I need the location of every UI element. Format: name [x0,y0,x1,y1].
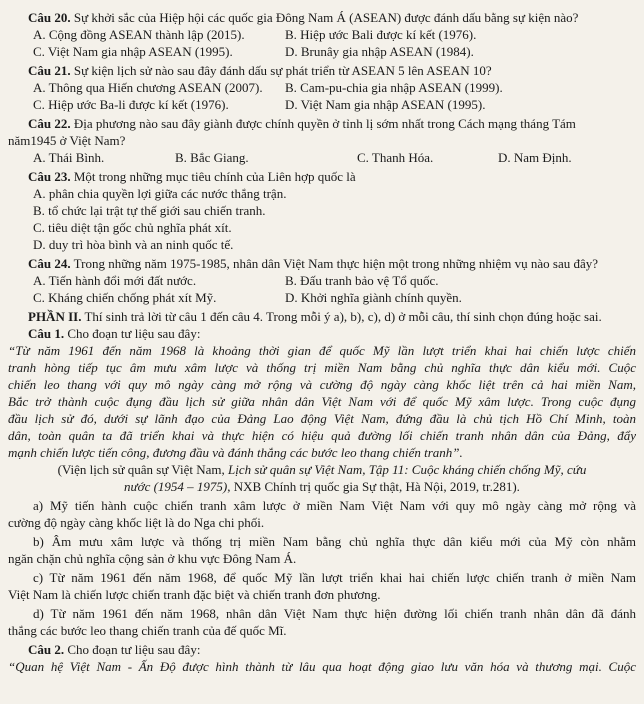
option-b: B. Đấu tranh bảo vệ Tổ quốc. [285,273,439,288]
quote-line: chiến leo thang với quy mô ngày càng mở rộng và cường độ ngày càng khốc liệt trên cả hai miền Nam, [8,377,636,392]
option-c: C. Kháng chiến chống phát xít Mỹ. [33,290,217,305]
statement-d: d) Từ năm 1961 đến năm 1968, nhân dân Việt Nam thực hiện đường lối chiến tranh nhân dân đã đánh thắng các bước leo thang chiến tranh của đế quốc Mĩ. [8,606,636,638]
question-number: Câu 21. [28,63,71,78]
option-b: B. Hiệp ước Bali được kí kết (1976). [285,27,477,42]
option-a: A. Thái Bình. [33,150,105,165]
source-quote [8,342,636,461]
question-20 [8,9,636,60]
option-b: B. Bắc Giang. [175,150,249,165]
question-intro: Cho đoạn tư liệu sau đây: [67,642,201,657]
question-22 [8,115,636,166]
option-d: D. Việt Nam gia nhập ASEAN (1995). [285,97,486,112]
option-a: A. Tiến hành đổi mới đất nước. [33,273,197,288]
source-citation: (Viện lịch sử quân sự Việt Nam, Lịch sử quân sự Việt Nam, Tập 11: Cuộc kháng chiến chống Mỹ, cứu [57,462,587,477]
quote-line: mạnh chiến lược tiến công, đương đầu và đánh thắng các bước leo thang chiến tranh”. [8,445,463,460]
question-number: Câu 24. [28,256,71,271]
quote-line: “Từ năm 1961 đến năm 1968 là khoảng thời gian để quốc Mỹ lần lượt triển khai hai chiến lược chiến [8,343,636,358]
option-c: C. Hiệp ước Ba-li được kí kết (1976). [33,97,229,112]
option-d: D. duy trì hòa bình và an ninh quốc tế. [33,237,234,252]
question-21 [8,62,636,113]
option-d: D. Nam Định. [498,150,572,165]
question-23 [8,168,636,253]
source-citation-cont: nước (1954 – 1975), NXB Chính trị quốc gia Sự thật, Hà Nội, 2019, tr.281). [124,479,520,494]
statement-c: c) Từ năm 1961 đến năm 1968, để quốc Mỹ lần lượt triển khai hai chiến lược chiến tranh ở miền Nam Việt Nam là chiến lược chiến tranh đặc biệt và chiến tranh đơn phương. [8,570,636,602]
quote-line: “Quan hệ Việt Nam - Ấn Độ được hình thành từ lâu qua hoạt động giao lưu văn hóa và thương mại. Cuộc [8,659,636,674]
option-d: D. Khởi nghĩa giành chính quyền. [285,290,462,305]
question-text: Sự kiện lịch sử nào sau đây đánh dấu sự phát triển từ ASEAN 5 lên ASEAN 10? [73,63,492,78]
question-text-cont: năm1945 ở Việt Nam? [8,133,126,148]
part-2 [8,308,636,675]
quote-line: đầu lịch sử đó, dưới sự lãnh đạo của Đảng Lao động Việt Nam, đứng đầu là chủ tịch Hồ Chí Minh, toàn [8,411,636,426]
question-24 [8,255,636,306]
option-a: A. phân chia quyền lợi giữa các nước thắng trận. [33,186,287,201]
question-text: Địa phương nào sau đây giành được chính quyền ở tỉnh lị sớm nhất trong Cách mạng tháng Tám [73,116,576,131]
question-text: Trong những năm 1975-1985, nhân dân Việt Nam thực hiện một trong những nhiệm vụ nào sau đây? [73,256,599,271]
question-number: Câu 22. [28,116,71,131]
option-b: B. Cam-pu-chia gia nhập ASEAN (1999). [285,80,503,95]
question-text: Sự khởi sắc của Hiệp hội các quốc gia Đông Nam Á (ASEAN) được đánh dấu bằng sự kiện nào? [73,10,579,25]
statement-b: b) Âm mưu xâm lược và thống trị miền Nam bằng chủ nghĩa thực dân kiểu mới của Mỹ còn nhằm ngăn chặn chủ nghĩa cộng sản ở khu vực Đông Nam Á. [8,534,636,566]
statement-a: a) Mỹ tiến hành cuộc chiến tranh xâm lược ở miền Nam Việt Nam với quy mô ngày càng mở rộng và cường độ ngày càng khốc liệt là do Nga chi phối. [8,498,636,530]
part-instruction: Thí sinh trả lời từ câu 1 đến câu 4. Trong mỗi ý a), b), c), d) ở mỗi câu, thí sinh chọn đúng hoặc sai. [84,309,602,324]
question-intro: Cho đoạn tư liệu sau đây: [67,326,201,341]
part-heading: PHẦN II. [28,309,82,324]
option-c: C. Thanh Hóa. [357,150,434,165]
option-a: A. Thông qua Hiến chương ASEAN (2007). [33,80,263,95]
quote-line: Bắc trở thành cuộc đụng đầu lịch sử giữa nhân dân Việt Nam với để quốc Mỹ xâm lược. Trong cuộc đụng [8,394,636,409]
option-a: A. Cộng đồng ASEAN thành lập (2015). [33,27,245,42]
question-number: Câu 20. [28,10,71,25]
option-b: B. tổ chức lại trật tự thế giới sau chiến tranh. [33,203,266,218]
quote-line: dân, toàn quân ta đã triển khai và thực hiện có hiệu quả đường lối chiến tranh nhân dân của Đảng, đẩy [8,428,636,443]
question-text: Một trong những mục tiêu chính của Liên hợp quốc là [73,169,356,184]
question-number: Câu 1. [28,326,65,341]
quote-line: tranh hòng tiếp tục âm mưu xâm lược và thống trị miền Nam bằng chủ nghĩa thực dân kiểu mới. Cuộc [8,360,636,375]
question-number: Câu 2. [28,642,65,657]
question-number: Câu 23. [28,169,71,184]
option-c: C. Việt Nam gia nhập ASEAN (1995). [33,44,233,59]
option-d: D. Brunây gia nhập ASEAN (1984). [285,44,474,59]
option-c: C. tiêu diệt tận gốc chủ nghĩa phát xít. [33,220,232,235]
